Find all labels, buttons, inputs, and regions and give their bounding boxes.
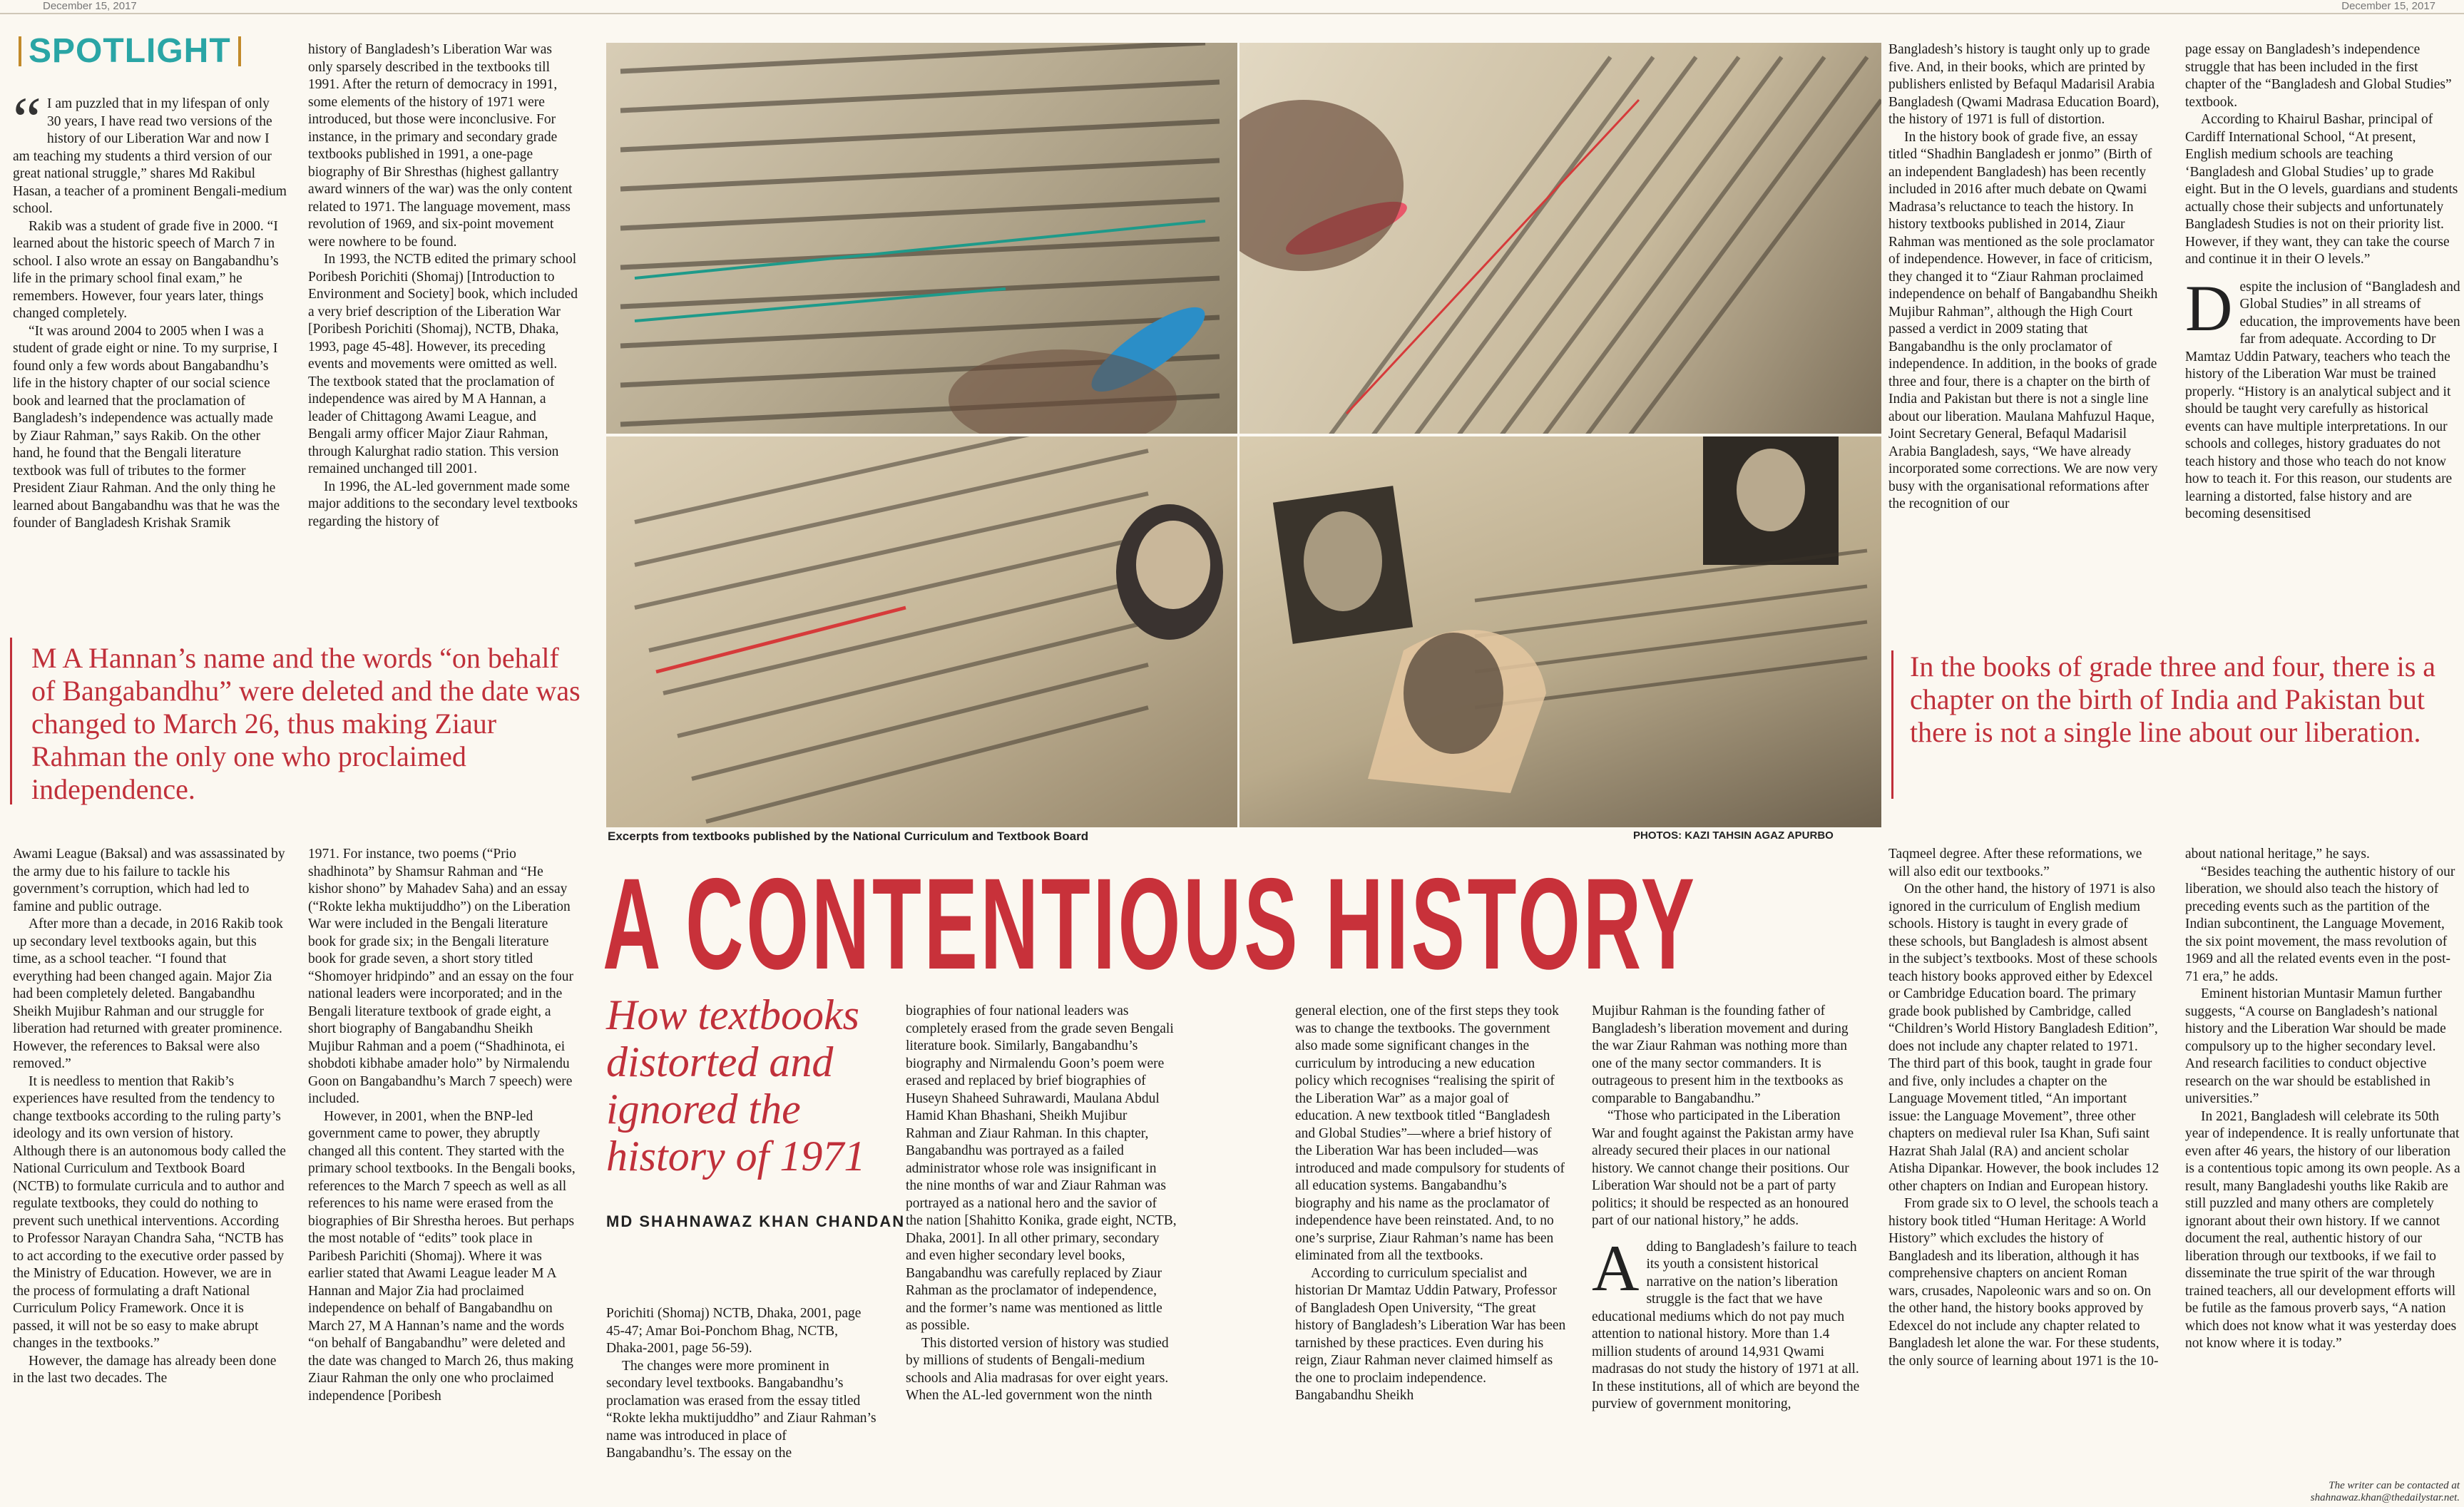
paragraph: In 1996, the AL-led government made some major additions to the secondary level textbooks regarding the history of	[308, 479, 578, 529]
deck: How textbooks distorted and ignored the history of 1971	[606, 991, 866, 1180]
paragraph: Taqmeel degree. After these reformations, we will also edit our textbooks.”	[1888, 847, 2142, 879]
textbook-photo-2	[1239, 43, 1881, 434]
photo-credit: PHOTOS: KAZI TAHSIN AGAZ APURBO	[1633, 829, 1834, 842]
paragraph: “Those who participated in the Liberation War and fought against the Pakistan army have already secured their places in our national history. We cannot change their positions. Our Liberation War should not be a part of party politics; it should be respected as an honoured part of our national history,” he adds.	[1592, 1108, 1854, 1228]
paragraph: Bangladesh’s history is taught only up to grade five. And, in their books, which are printed by publishers enlisted by Befaqul Madarisil Arabia Bangladesh (Qwami Madrasa Education Board), the history of 1971 is full of distortion.	[1888, 42, 2159, 127]
paragraph: According to curriculum specialist and historian Dr Mamtaz Uddin Patwary, Professor of Bangladesh Open University, “The great history of Bangladesh’s Liberation War has been tarnished by these practices. Even during his reign, Ziaur Rahman never claimed himself as the one to proclaim independence. Bangabandhu Sheikh	[1295, 1265, 1566, 1403]
section-label	[11, 31, 248, 71]
paragraph: After more than a decade, in 2016 Rakib took up secondary level textbooks again, but this time, as a school teacher. “I found that everything had been changed again. Major Zia had been completely deleted. Bangabandhu Sheikh Mujibur Rahman and our struggle for liberation had returned with greater prominence. However, the references to Baksal were also removed.”	[13, 916, 283, 1071]
textbook-photo-4	[1239, 436, 1881, 827]
top-rule	[0, 13, 2464, 14]
paragraph: “It was around 2004 to 2005 when I was a student of grade eight or nine. To my surprise, I found only a few words about Bangabandhu’s life in the history chapter of our social science book and learned that the proclamation of Bangladesh’s independence was actually made by Ziaur Rahman,” says Rakib. On the other hand, he found that the Bengali literature textbook was full of tributes to the former President Ziaur Rahman. And the only thing he learned about Bangabandhu was that he was the founder of Bangladesh Krishak Sramik	[13, 323, 280, 531]
paragraph: Awami League (Baksal) and was assassinated by the army due to his failure to tackle his government’s corruption, which had led to famine and public outrage.	[13, 847, 285, 914]
column-4	[2185, 41, 2460, 523]
paragraph: “Besides teaching the authentic history of our liberation, we should also teach the history of preceding events such as the partition of the Indian subcontinent, the Language Movement, the six point movement, the mass revolution of 1969 and all the related events even in the post-71 era,” he adds.	[2185, 864, 2455, 984]
column-7	[606, 1305, 877, 1463]
byline: MD SHAHNAWAZ KHAN CHANDAN	[606, 1212, 906, 1230]
textbook-page-graphic	[606, 436, 1237, 827]
paragraph: history of Bangladesh’s Liberation War was only sparsely described in the textbooks till 1991. After the return of democracy in 1991, some elements of the history of 1971 were introduced, but those were inconclusive. For instance, in the primary and secondary grade textbooks published in 1991, a one-page biography of Bir Shresthas (highest gallantry award winners of the war) was the only content related to 1971. The language movement, mass revolution of 1969, and six-point movement were nowhere to be found.	[308, 42, 573, 250]
paragraph: page essay on Bangladesh’s independence struggle that has been included in the first chapter of the “Bangladesh and Global Studies” textbook.	[2185, 42, 2452, 110]
paragraph: Porichiti (Shomaj) NCTB, Dhaka, 2001, page 45-47; Amar Boi-Ponchom Bhag, NCTB, Dhaka-2001, page 56-59).	[606, 1306, 862, 1356]
paragraph: On the other hand, the history of 1971 is also ignored in the curriculum of English medium schools. History is taught in every grade of these schools, but Bangladesh is almost absent in the subject’s textbooks. Most of these schools teach history books approved either by Edexcel or Cambridge Education board. The primary grade book published by Cambridge, called “Children’s World History Bangladesh Edition”, does not include any chapter related to 1971. The third part of this book, taught in grade four and five, only includes a chapter on the Language Movement titled, “An important issue: the Language Movement”, three other chapters on medieval ruler Isa Khan, Sufi saint Hazrat Shah Jalal (RA) and ancient scholar Atisha Dipankar. However, the book includes 12 other chapters on Indian and European history.	[1888, 882, 2159, 1194]
writer-contact	[2311, 1480, 2460, 1504]
quote-mark: “	[13, 85, 41, 155]
pullquote-right: In the books of grade three and four, there is a chapter on the birth of India and Pakistan but there is not a single line about our liberation.	[1910, 650, 2436, 748]
column-3	[1888, 41, 2159, 514]
section-label-text: SPOTLIGHT	[29, 32, 231, 70]
column-6	[308, 846, 579, 1405]
paragraph: 1971. For instance, two poems (“Prio shadhinota” by Shamsur Rahman and “He kishor shono” by Mahadev Saha) and an essay (“Rokte lekha muktijuddho”) on the Liberation War were included in the Bengali literature book for grade six; in the Bengali literature book for grade seven, a short story titled “Shomoyer hridpindo” and an essay on the four national leaders were incorporated; and in the Bengali literature textbook of grade eight, a short biography of Bangabandhu Sheikh Mujibur Rahman and a poem (“Shadhinota, ei shobdoti kibhabe amader holo” by Nirmalendu Goon on Bangabandhu’s March 7 speech) were included.	[308, 847, 574, 1106]
paragraph: In 2021, Bangladesh will celebrate its 50th year of independence. It is really unfortunate that even after 46 years, the history of our liberation is a contentious topic among its own people. As a result, many Bangladeshi youths like Rakib are still puzzled and many others are completely ignorant about their own history. If we cannot document the real, authentic history of our liberation through our textbooks, if we fail to disseminate the true spirit of the war through trained teachers, all our development efforts will be futile as the famous proverb says, “A nation which does not know what it was yesterday does not know where it is today.”	[2185, 1108, 2460, 1351]
date-right: December 15, 2017	[2341, 0, 2435, 12]
paragraph: In 1993, the NCTB edited the primary school Poribesh Porichiti (Shomaj) [Introduction to Environment and Society] book, which included a very brief description of the Liberation War [Poribesh Porichiti (Shomaj), NCTB, Dhaka, 1993, page 45-48]. However, its preceding events and movements were omitted as well. The textbook stated that the proclamation of independence was aired by M A Hannan, a leader of Chittagong Awami League, and Bengali army officer Major Ziaur Rahman, through Kalurghat radio station. This version remained unchanged till 2001.	[308, 252, 578, 476]
pullquote-bar-right	[1891, 650, 1893, 799]
column-10	[1592, 1003, 1866, 1414]
pullquote-bar-left	[10, 638, 12, 804]
column-8	[906, 1003, 1177, 1405]
column-9	[1295, 1003, 1566, 1405]
textbook-page-graphic	[1239, 43, 1881, 434]
paragraph: Mujibur Rahman is the founding father of Bangladesh’s liberation movement and during the war Ziaur Rahman was nothing more than one of the many sector commanders. It is outrageous to present him in the textbooks as comparable to Bangabandhu.”	[1592, 1003, 1849, 1106]
textbook-photo-3	[606, 436, 1237, 827]
paragraph: The changes were more prominent in secondary level textbooks. Bangabandhu’s proclamation was erased from the essay titled “Rokte lekha muktijuddho” and Ziaur Rahman’s name was introduced in place of Bangabandhu’s. The essay on the	[606, 1358, 876, 1461]
dropcap: D	[2185, 271, 2233, 344]
column-2	[308, 41, 579, 531]
column-5	[13, 846, 287, 1388]
date-left: December 15, 2017	[43, 0, 137, 12]
column-11	[1888, 846, 2159, 1370]
paragraph: However, in 2001, when the BNP-led government came to power, they abruptly changed all this content. They started with the primary school textbooks. In the Bengali books, references to the March 7 speech as well as all references to his name were erased from the biographies of Bir Shrestha heroes. But perhaps the most notable of “edits” took place in Paribesh Parichiti (Shomaj). Where it was earlier stated that Awami League leader M A Hannan and Major Zia had proclaimed independence on behalf of Bangabandhu on March 27, M A Hannan’s name and the words “on behalf of Bangabandhu” were deleted and the date was changed to March 26, thus making Ziaur Rahman the only one who proclaimed independence [Poribesh	[308, 1108, 576, 1404]
paragraph: According to Khairul Bashar, principal of Cardiff International School, “At present, English medium schools are teaching ‘Bangladesh and Global Studies’ up to grade eight. But in the O levels, guardians and students actually chose their subjects and unfortunately Bangladesh Studies is not on their priority list. However, if they want, they can take the course and continue it in their O levels.”	[2185, 112, 2458, 267]
paragraph: It is needless to mention that Rakib’s experiences have resulted from the tendency to change textbooks according to the ruling party’s ideology and its own version of history. Although there is an autonomous body called the National Curriculum and Textbook Board (NCTB) to formulate curricula and to author and regulate textbooks, they could do nothing to prevent such unethical interventions. According to Professor Narayan Chandra Saha, “NCTB has to act according to the executive order passed by the Ministry of Education. However, we are in the process of formulating a draft National Curriculum Policy Framework. Once it is passed, it will not be so easy to make abrupt changes in the textbooks.”	[13, 1073, 286, 1351]
paragraph: Eminent historian Muntasir Mamun further suggests, “A course on Bangladesh’s national history and the Liberation War should be made compulsory up to the higher secondary level. And research facilities to conduct objective research on the war should be established in universities.”	[2185, 986, 2446, 1106]
paragraph: Adding to Bangladesh’s failure to teach its youth a consistent historical narrative on the nation’s liberation struggle is the fact that we have educational mediums which do not pay much attention to national history. More than 1.4 million students of around 14,931 Qwami madrasas do not study the history of 1971 at all. In these institutions, all of which are beyond the purview of government monitoring,	[1592, 1231, 1860, 1411]
contact-line: shahnawaz.khan@thedailystar.net.	[2310, 1492, 2460, 1503]
paragraph: “ I am puzzled that in my lifespan of only 30 years, I have read two versions of the history of our Liberation War and now I am teaching my students a third version of our great national struggle,” shares Md Rakibul Hasan, a teacher of a prominent Bengali-medium school.	[13, 85, 287, 216]
paragraph: Despite the inclusion of “Bangladesh and Global Studies” in all streams of education, the improvements have been far from adequate. According to Dr Mamtaz Uddin Patwary, teachers who teach the history of the Liberation War must be trained properly. “History is an analytical subject and it should be taught very carefully as historical events can have multiple interpretations. In our schools and colleges, history graduates do not teach history and those who teach do not know how to teach it. For this reason, our students are learning a distorted, false history and are becoming desensitised	[2185, 271, 2460, 521]
column-12	[2185, 846, 2460, 1353]
paragraph: In the history book of grade five, an essay titled “Shadhin Bangladesh er jonmo” (Birth of an independent Bangladesh) has been recently included in 2016 after much debate on Qwami Madrasa’s reluctance to teach the history. In history textbooks published in 2014, Ziaur Rahman was mentioned as the sole proclamator of independence. However, in face of criticism, they changed it to “Ziaur Rahman proclaimed independence on behalf of Bangabandhu Sheikh Mujibur Rahman”, although the High Court passed a verdict in 2009 stating that Bangabandhu is the only proclamator of independence. In addition, in the books of grade three and four, there is a chapter on the birth of India and Pakistan but there is not a single line about our liberation. Maulana Mahfuzul Haque, Joint Secretary General, Befaqul Madarisil Arabia Bangladesh, says, “We have already incorporated some corrections. We are now very busy with the organisational reformations after the recognition of our	[1888, 129, 2158, 511]
pullquote-left: M A Hannan’s name and the words “on behalf of Bangabandhu” were deleted and the date was changed to March 26, thus making Ziaur Rahman the only one who proclaimed independence.	[31, 642, 581, 805]
contact-line: The writer can be contacted at	[2328, 1480, 2460, 1491]
dropcap: A	[1592, 1231, 1640, 1304]
column-1	[13, 85, 287, 533]
textbook-page-graphic	[1239, 436, 1881, 827]
paragraph: From grade six to O level, the schools teach a history book titled “Human Heritage: A World History” which excludes the history of Bangladesh and its liberation, although it has comprehensive chapters on ancient Roman wars, crusades, Napoleonic wars and so on. On the other hand, the history books approved by Edexcel do not include any chapter related to Bangladesh let alone the war. For these students, the only source of learning about 1971 is the 10-	[1888, 1196, 2159, 1369]
paragraph: Rakib was a student of grade five in 2000. “I learned about the historic speech of March 7 in school. I also wrote an essay on Bangabandhu’s life in the primary school final exam,” he remembers. However, four years later, things changed completely.	[13, 218, 279, 321]
headline: A CONTENTIOUS HISTORY	[603, 851, 1697, 996]
textbook-photo-1	[606, 43, 1237, 434]
paragraph: biographies of four national leaders was completely erased from the grade seven Bengali literature book. Similarly, Bangabandhu’s biography and Nirmalendu Goon’s poem were erased and replaced by brief biographies of Huseyn Shaheed Suhrawardi, Maulana Abdul Hamid Khan Bhashani, Sheikh Mujibur Rahman and Ziaur Rahman. In this chapter, Bangabandhu was portrayed as a failed administrator whose role was insignificant in the nine months of war and Ziaur Rahman was portrayed as a national hero and the savior of the nation [Shahitto Konika, grade eight, NCTB, Dhaka, 2001]. In all other primary, secondary and even higher secondary level books, Bangabandhu was carefully replaced by Ziaur Rahman as the proclamator of independence, and the former’s name was mentioned as little as possible.	[906, 1003, 1177, 1333]
photo-caption: Excerpts from textbooks published by the National Curriculum and Textbook Board	[608, 829, 1089, 843]
paragraph: However, the damage has already been done in the last two decades. The	[13, 1353, 277, 1386]
paragraph: general election, one of the first steps they took was to change the textbooks. The government also made some significant changes in the curriculum by introducing a new education policy which recognises “realising the spirit of the Liberation War” as a major goal of education. A new textbook titled “Bangladesh and Global Studies”—where a brief history of the Liberation War has been included—was introduced and made compulsory for students of all education systems. Bangabandhu’s biography and his name as the proclamator of independence have been reinstated. And, to no one’s surprise, Ziaur Rahman’s name has been eliminated from all the textbooks.	[1295, 1003, 1565, 1263]
textbook-page-graphic	[606, 43, 1237, 434]
paragraph: This distorted version of history was studied by millions of students of Bengali-medium schools and Alia madrasas for over eight years. When the AL-led government won the ninth	[906, 1335, 1169, 1403]
paragraph: about national heritage,” he says.	[2185, 847, 2370, 862]
